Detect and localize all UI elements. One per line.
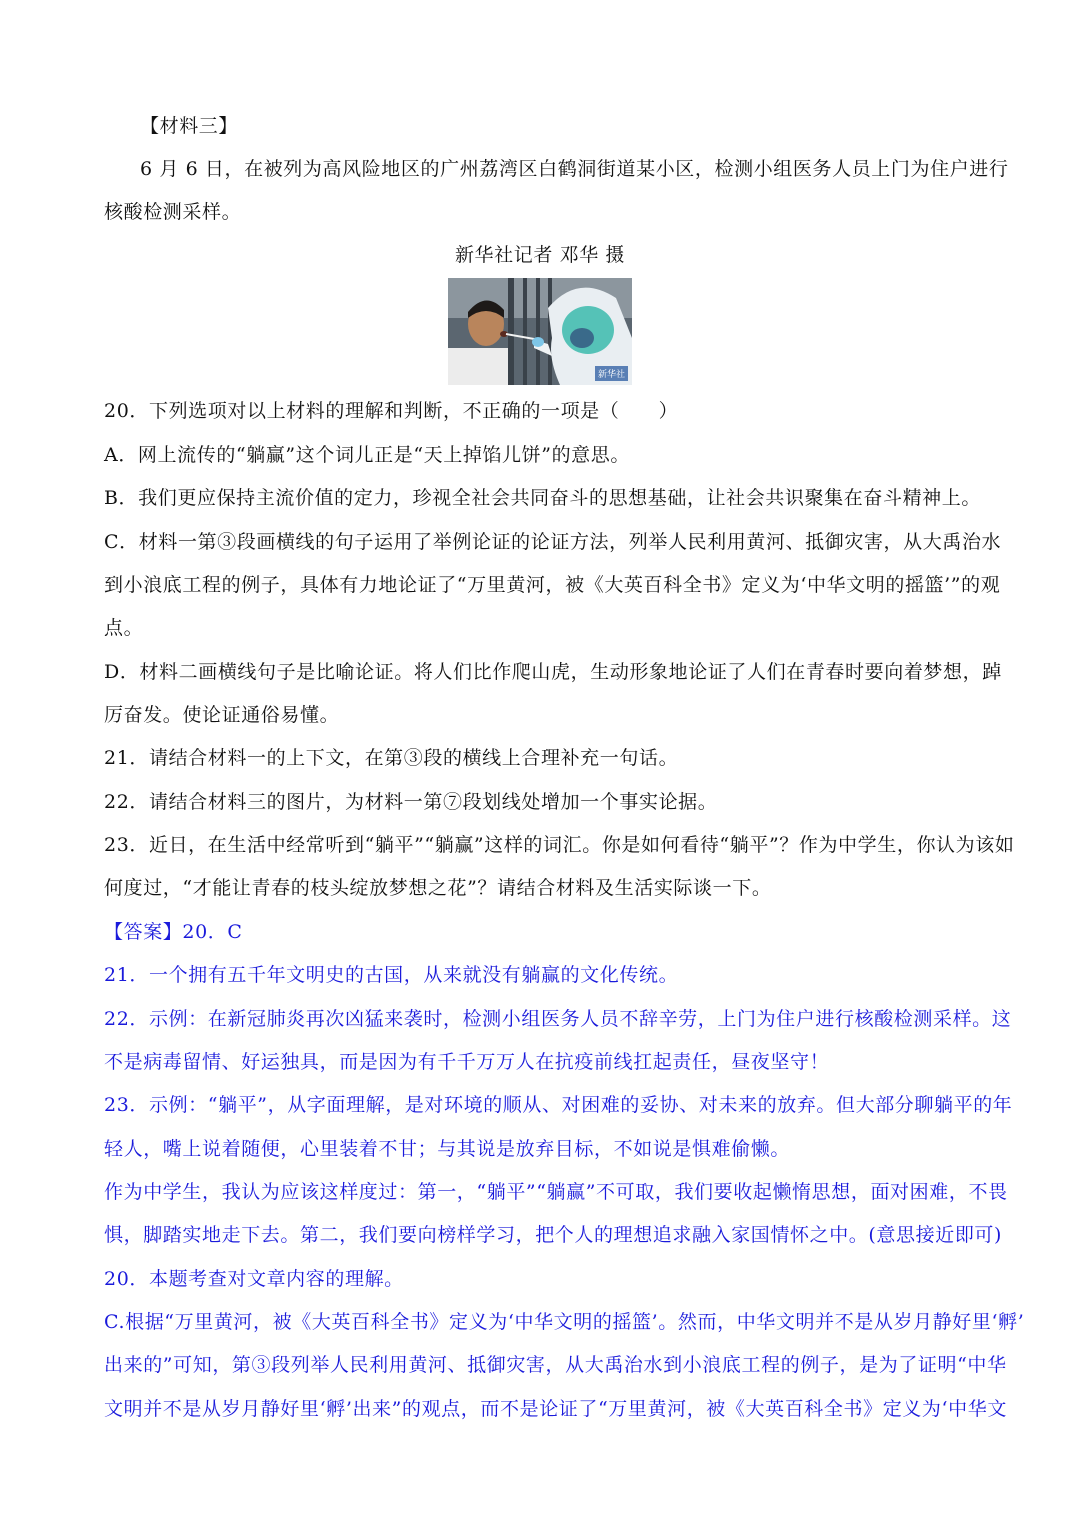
answer-22-line2: 不是病毒留情、好运独具，而是因为有千千万万人在抗疫前线扛起责任，昼夜坚守！: [104, 1051, 830, 1073]
explanation-20-line2: 出来的”可知，第③段列举人民利用黄河、抵御灾害，从大禹治水到小浪底工程的例子，是为了证明“中华: [104, 1354, 1007, 1376]
material3-text-line1: 6 月 6 日，在被列为高风险地区的广州荔湾区白鹤洞街道某小区，检测小组医务人员上门为住户进行: [140, 158, 1009, 180]
question-21: 21．请结合材料一的上下文，在第③段的横线上合理补充一句话。: [104, 747, 679, 769]
question-22: 22．请结合材料三的图片，为材料一第⑦段划线处增加一个事实论据。: [104, 791, 718, 813]
answer-20-value: 20．C: [182, 921, 243, 943]
option-a: A．网上流传的“躺赢”这个词儿正是“天上掉馅儿饼”的意思。: [104, 444, 630, 466]
answer-22-line1: 22．示例：在新冠肺炎再次凶猛来袭时，检测小组医务人员不辞辛劳，上门为住户进行核酸检测采样。这: [104, 1008, 1012, 1030]
option-c-line2: 到小浪底工程的例子，具体有力地论证了“万里黄河，被《大英百科全书》定义为‘中华文明的摇篮’”的观: [104, 574, 1001, 596]
explanation-20: 20．本题考查对文章内容的理解。: [104, 1268, 404, 1290]
explanation-20-line1: C.根据“万里黄河，被《大英百科全书》定义为‘中华文明的摇篮’。然而，中华文明并不是从岁月静好里‘孵’: [104, 1311, 1025, 1333]
option-c-line3: 点。: [104, 617, 144, 639]
answer-21: 21．一个拥有五千年文明史的古国，从来就没有躺赢的文化传统。: [104, 964, 679, 986]
option-d-line1: D．材料二画横线句子是比喻论证。将人们比作爬山虎，生动形象地论证了人们在青春时要向着梦想，踔: [104, 661, 1002, 683]
photo-caption: 新华社记者 邓华 摄: [454, 244, 626, 266]
answer-23-line4: 惧，脚踏实地走下去。第二，我们要向榜样学习，把个人的理想追求融入家国情怀之中。(意思接近即可): [104, 1224, 1003, 1246]
question-23-line2: 何度过，“才能让青春的枝头绽放梦想之花”？请结合材料及生活实际谈一下。: [104, 877, 772, 899]
photo-watermark: 新华社: [595, 366, 628, 381]
answer-20: [104, 918, 984, 946]
answer-23-line2: 轻人，嘴上说着随便，心里装着不甘；与其说是放弃目标，不如说是惧难偷懒。: [104, 1138, 791, 1160]
answer-23-line1: 23．示例：“躺平”，从字面理解，是对环境的顺从、对困难的妥协、对未来的放弃。但大部分聊躺平的年: [104, 1094, 1013, 1116]
answer-23-line3: 作为中学生，我认为应该这样度过：第一，“躺平”“躺赢”不可取，我们要收起懒惰思想，面对困难，不畏: [104, 1181, 1008, 1203]
option-b: B．我们更应保持主流价值的定力，珍视全社会共同奋斗的思想基础，让社会共识聚集在奋斗精神上。: [104, 487, 981, 509]
option-c-line1: C．材料一第③段画横线的句子运用了举例论证的论证方法，列举人民利用黄河、抵御灾害，从大禹治水: [104, 531, 1002, 553]
option-d-line2: 厉奋发。使论证通俗易懂。: [104, 704, 340, 726]
question-23-line1: 23．近日，在生活中经常听到“躺平”“躺赢”这样的词汇。你是如何看待“躺平”？作为中学生，你认为该如: [104, 834, 1015, 856]
material3-text-line2: 核酸检测采样。: [104, 201, 242, 223]
explanation-20-line3: 文明并不是从岁月静好里‘孵’出来”的观点，而不是论证了“万里黄河，被《大英百科全书》定义为‘中华文: [104, 1398, 1007, 1420]
answer-label: 【答案】: [104, 921, 183, 943]
material3-heading: 【材料三】: [140, 115, 239, 137]
question-20: 20．下列选项对以上材料的理解和判断，不正确的一项是（ ）: [104, 400, 679, 422]
news-photo: [448, 278, 632, 385]
